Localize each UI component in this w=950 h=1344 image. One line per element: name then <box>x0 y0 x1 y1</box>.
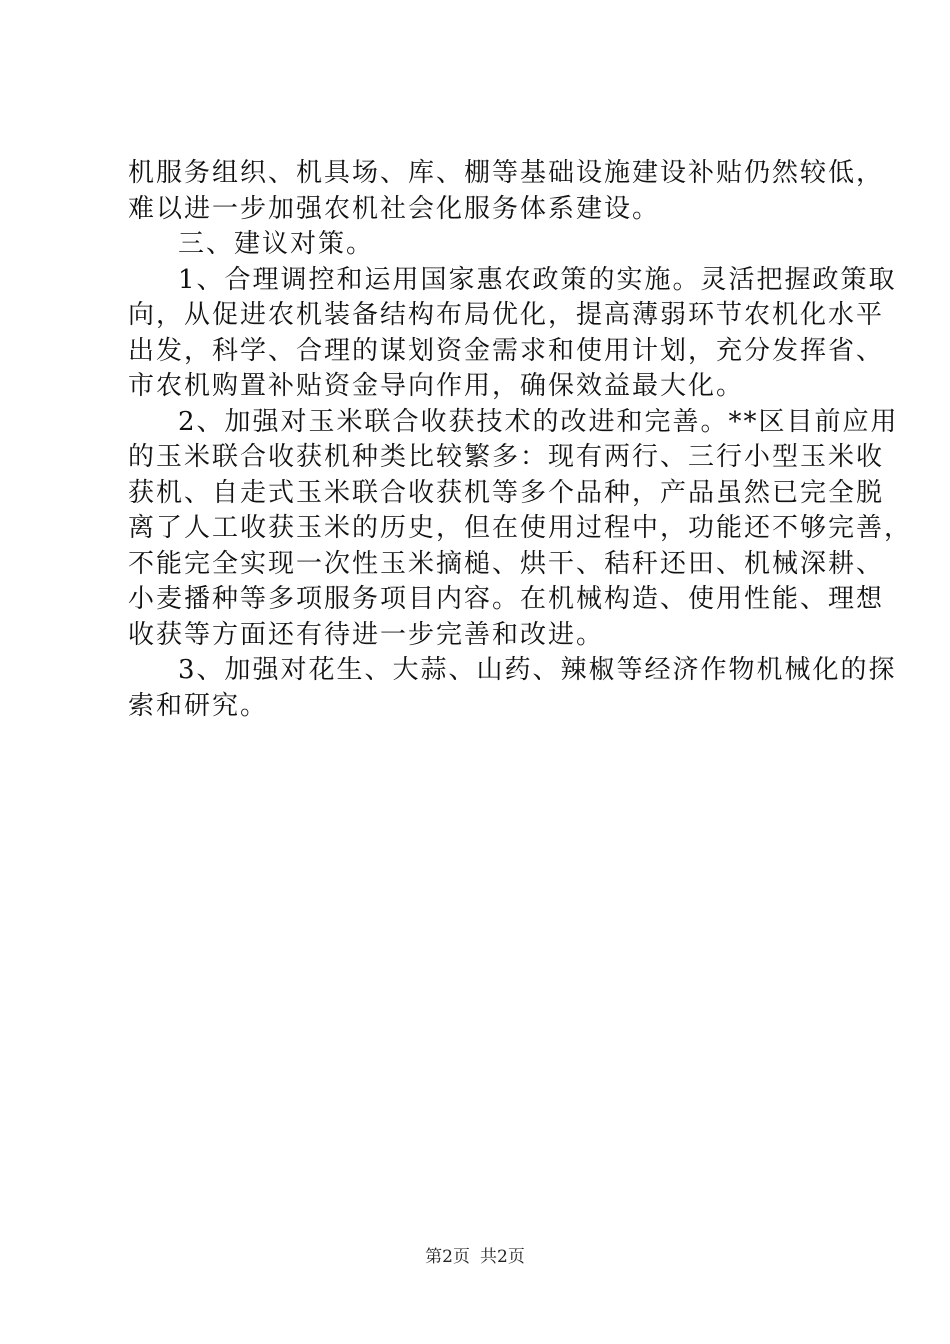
body-line: 出发，科学、合理的谋划资金需求和使用计划，充分发挥省、 <box>128 335 885 366</box>
body-line: 3、加强对花生、大蒜、山药、辣椒等经济作物机械化的探 <box>178 655 897 685</box>
body-line: 2、加强对玉米联合收获技术的改进和完善。**区目前应用 <box>178 406 899 437</box>
body-line: 收获等方面还有待进一步完善和改进。 <box>128 619 605 650</box>
page-footer <box>0 1242 950 1267</box>
body-line: 市农机购置补贴资金导向作用，确保效益最大化。 <box>128 371 745 401</box>
body-line: 索和研究。 <box>128 690 269 721</box>
body-line: 小麦播种等多项服务项目内容。在机械构造、使用性能、理想 <box>128 584 885 614</box>
page-number: 第2页 <box>425 1247 470 1267</box>
body-line: 获机、自走式玉米联合收获机等多个品种，产品虽然已完全脱 <box>128 477 885 508</box>
body-line: 离了人工收获玉米的历史，但在使用过程中，功能还不够完善， <box>128 513 913 543</box>
page-total: 共2页 <box>480 1247 525 1267</box>
body-line: 机服务组织、机具场、库、棚等基础设施建设补贴仍然较低， <box>128 158 885 188</box>
body-line: 的玉米联合收获机种类比较繁多：现有两行、三行小型玉米收 <box>128 442 885 472</box>
section-heading: 三、建议对策。 <box>178 229 375 259</box>
body-line: 向，从促进农机装备结构布局优化，提高薄弱环节农机化水平 <box>128 300 885 330</box>
body-line: 不能完全实现一次性玉米摘槌、烘干、秸秆还田、机械深耕、 <box>128 548 885 579</box>
body-line: 难以进一步加强农机社会化服务体系建设。 <box>128 193 661 224</box>
document-body <box>128 156 913 724</box>
body-line: 1、合理调控和运用国家惠农政策的实施。灵活把握政策取 <box>178 264 897 295</box>
